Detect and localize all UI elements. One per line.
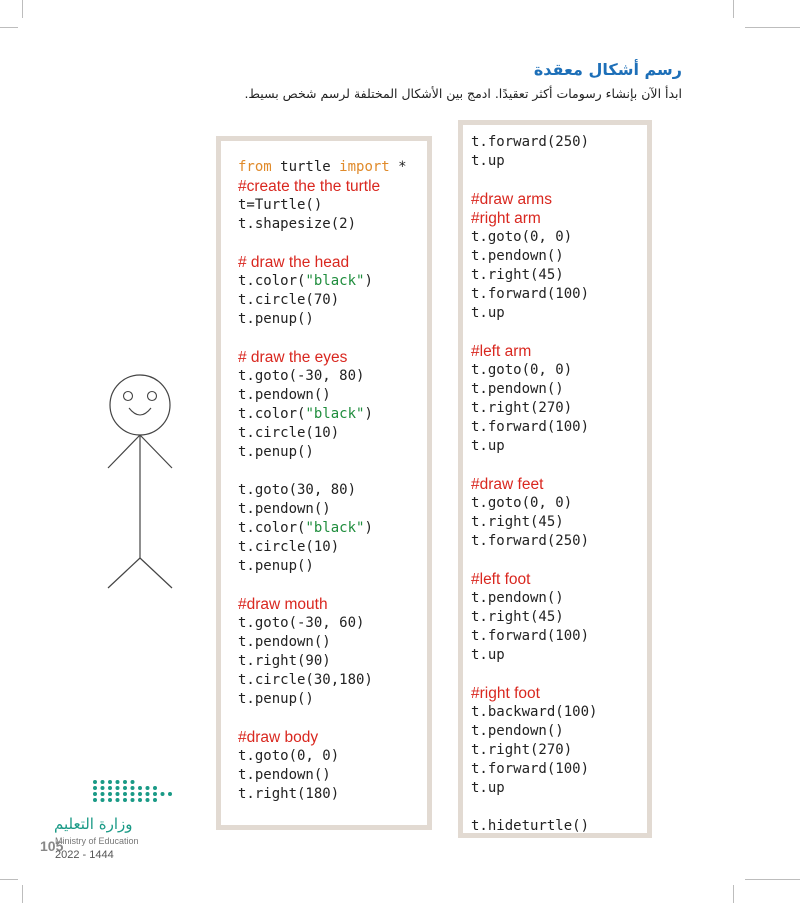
logo-dot xyxy=(131,786,135,790)
logo-dot xyxy=(101,780,105,784)
logo-dot xyxy=(108,798,112,802)
code-string: "black" xyxy=(305,520,365,536)
logo-dot xyxy=(161,792,165,796)
code-line: t.penup() xyxy=(238,558,314,574)
code-blank-line xyxy=(471,665,647,684)
code-blank-line xyxy=(238,576,427,595)
logo-dot xyxy=(93,798,97,802)
code-line: t=Turtle() xyxy=(238,197,323,213)
logo-dot xyxy=(123,798,127,802)
code-keyword: from xyxy=(238,159,272,175)
crop-mark xyxy=(745,879,800,880)
left-eye xyxy=(124,392,133,401)
code-comment: #draw arms xyxy=(471,191,552,208)
code-line: t.pendown() xyxy=(471,381,564,397)
code-line: t.hideturtle() xyxy=(471,818,590,834)
logo-dot xyxy=(123,780,127,784)
code-line: t.forward(250) xyxy=(471,134,590,150)
code-blank-line xyxy=(471,798,647,817)
code-line: t.forward(100) xyxy=(471,628,590,644)
code-token: t.color( xyxy=(238,406,306,422)
code-token: * xyxy=(389,159,407,175)
edition-year: 2022 - 1444 xyxy=(55,849,114,861)
code-blank-line xyxy=(238,709,427,728)
logo-dot xyxy=(101,786,105,790)
logo-dot xyxy=(93,780,97,784)
logo-dot xyxy=(138,798,142,802)
logo-dot xyxy=(153,786,157,790)
code-token: t.color( xyxy=(238,273,306,289)
logo-dot xyxy=(146,786,150,790)
code-line: t.penup() xyxy=(238,444,314,460)
crop-mark xyxy=(745,27,800,28)
crop-mark xyxy=(0,879,18,880)
code-string: "black" xyxy=(305,273,365,289)
code-keyword: import xyxy=(339,159,390,175)
code-line: t.goto(30, 80) xyxy=(238,482,357,498)
code-line: t.up xyxy=(471,153,505,169)
code-line: t.goto(-30, 80) xyxy=(238,368,365,384)
ministry-name-arabic: وزارة التعليم xyxy=(54,815,133,833)
code-blank-line xyxy=(238,462,427,481)
code-line: t.goto(0, 0) xyxy=(471,362,573,378)
code-blank-line xyxy=(238,329,427,348)
code-comment: # draw the eyes xyxy=(238,349,348,366)
code-line: t.forward(250) xyxy=(471,533,590,549)
code-comment: #draw mouth xyxy=(238,596,328,613)
code-lines-left xyxy=(238,158,427,804)
code-blank-line xyxy=(471,323,647,342)
code-line: t.circle(10) xyxy=(238,425,340,441)
crop-mark xyxy=(22,0,23,18)
code-line: t.right(45) xyxy=(471,267,564,283)
left-arm xyxy=(108,435,140,468)
logo-dot xyxy=(93,792,97,796)
ministry-logo-icon xyxy=(50,778,180,806)
code-line: t.penup() xyxy=(238,311,314,327)
code-import-line xyxy=(238,158,427,177)
code-line: t.circle(30,180) xyxy=(238,672,373,688)
logo-dot xyxy=(123,792,127,796)
code-line: t.right(180) xyxy=(238,786,340,802)
crop-mark xyxy=(22,885,23,903)
section-heading: رسم أشكال معقدة xyxy=(533,60,682,79)
code-line: t.up xyxy=(471,305,505,321)
code-comment: #left foot xyxy=(471,571,531,588)
code-token: turtle xyxy=(271,159,340,175)
code-line: t.up xyxy=(471,647,505,663)
code-line xyxy=(238,405,427,424)
logo-dot xyxy=(153,792,157,796)
code-token: ) xyxy=(364,273,373,289)
ministry-name-english: Ministry of Education xyxy=(55,836,139,846)
code-line: t.circle(70) xyxy=(238,292,340,308)
logo-dot xyxy=(153,798,157,802)
code-comment: #left arm xyxy=(471,343,532,360)
logo-dot xyxy=(116,780,120,784)
code-line: t.goto(0, 0) xyxy=(238,748,340,764)
code-line: t.pendown() xyxy=(238,501,331,517)
code-comment: #draw feet xyxy=(471,476,544,493)
left-leg xyxy=(108,558,140,588)
logo-dot xyxy=(123,786,127,790)
logo-dot xyxy=(101,798,105,802)
code-comment: #right foot xyxy=(471,685,540,702)
logo-dot xyxy=(146,798,150,802)
code-line: t.pendown() xyxy=(471,590,564,606)
section-instruction: ابدأ الآن بإنشاء رسومات أكثر تعقيدًا. ادمج بين الأشكال المختلفة لرسم شخص بسيط. xyxy=(244,86,682,101)
logo-dot xyxy=(131,798,135,802)
code-line: t.right(45) xyxy=(471,609,564,625)
code-lines-right xyxy=(471,133,647,836)
code-comment: #create the the turtle xyxy=(238,178,381,195)
code-line: t.forward(100) xyxy=(471,286,590,302)
code-block-left xyxy=(216,136,432,830)
code-comment: #draw body xyxy=(238,729,319,746)
code-line xyxy=(238,519,427,538)
code-line: t.goto(0, 0) xyxy=(471,495,573,511)
logo-dot xyxy=(93,786,97,790)
right-leg xyxy=(140,558,172,588)
code-line: t.right(45) xyxy=(471,514,564,530)
code-line: t.pendown() xyxy=(471,723,564,739)
code-line xyxy=(238,272,427,291)
code-line: t.right(90) xyxy=(238,653,331,669)
code-line: t.pendown() xyxy=(238,634,331,650)
crop-mark xyxy=(733,885,734,903)
logo-dot xyxy=(146,792,150,796)
code-line: t.goto(0, 0) xyxy=(471,229,573,245)
logo-dot xyxy=(138,792,142,796)
code-line: t.goto(-30, 60) xyxy=(238,615,365,631)
code-comment: #right arm xyxy=(471,210,541,227)
logo-dot xyxy=(116,786,120,790)
code-blank-line xyxy=(471,456,647,475)
logo-dot xyxy=(108,786,112,790)
code-token: ) xyxy=(364,406,373,422)
logo-dot xyxy=(138,786,142,790)
code-line: t.right(270) xyxy=(471,400,573,416)
crop-mark xyxy=(0,27,18,28)
logo-dot xyxy=(168,792,172,796)
code-line: t.pendown() xyxy=(471,248,564,264)
logo-dot xyxy=(131,792,135,796)
code-line: t.pendown() xyxy=(238,387,331,403)
code-string: "black" xyxy=(305,406,365,422)
code-line: t.forward(100) xyxy=(471,761,590,777)
code-line: t.penup() xyxy=(238,691,314,707)
logo-dot xyxy=(116,792,120,796)
mouth xyxy=(129,408,151,415)
code-blank-line xyxy=(238,234,427,253)
code-line: t.shapesize(2) xyxy=(238,216,357,232)
code-line: t.backward(100) xyxy=(471,704,598,720)
logo-dot xyxy=(131,780,135,784)
code-line: t.right(270) xyxy=(471,742,573,758)
code-block-right xyxy=(458,120,652,838)
code-line: t.pendown() xyxy=(238,767,331,783)
head-circle xyxy=(110,375,170,435)
code-line: t.up xyxy=(471,780,505,796)
code-blank-line xyxy=(471,171,647,190)
crop-mark xyxy=(733,0,734,18)
right-eye xyxy=(148,392,157,401)
code-comment: # draw the head xyxy=(238,254,350,271)
code-line: t.forward(100) xyxy=(471,419,590,435)
code-line: t.up xyxy=(471,438,505,454)
code-line: t.circle(10) xyxy=(238,539,340,555)
stick-figure-illustration xyxy=(100,370,180,600)
logo-dot xyxy=(108,792,112,796)
code-token: t.color( xyxy=(238,520,306,536)
logo-dot xyxy=(108,780,112,784)
code-token: ) xyxy=(364,520,373,536)
logo-dot xyxy=(101,792,105,796)
code-blank-line xyxy=(471,551,647,570)
logo-dot xyxy=(116,798,120,802)
right-arm xyxy=(140,435,172,468)
page-number: 105 xyxy=(40,838,64,854)
